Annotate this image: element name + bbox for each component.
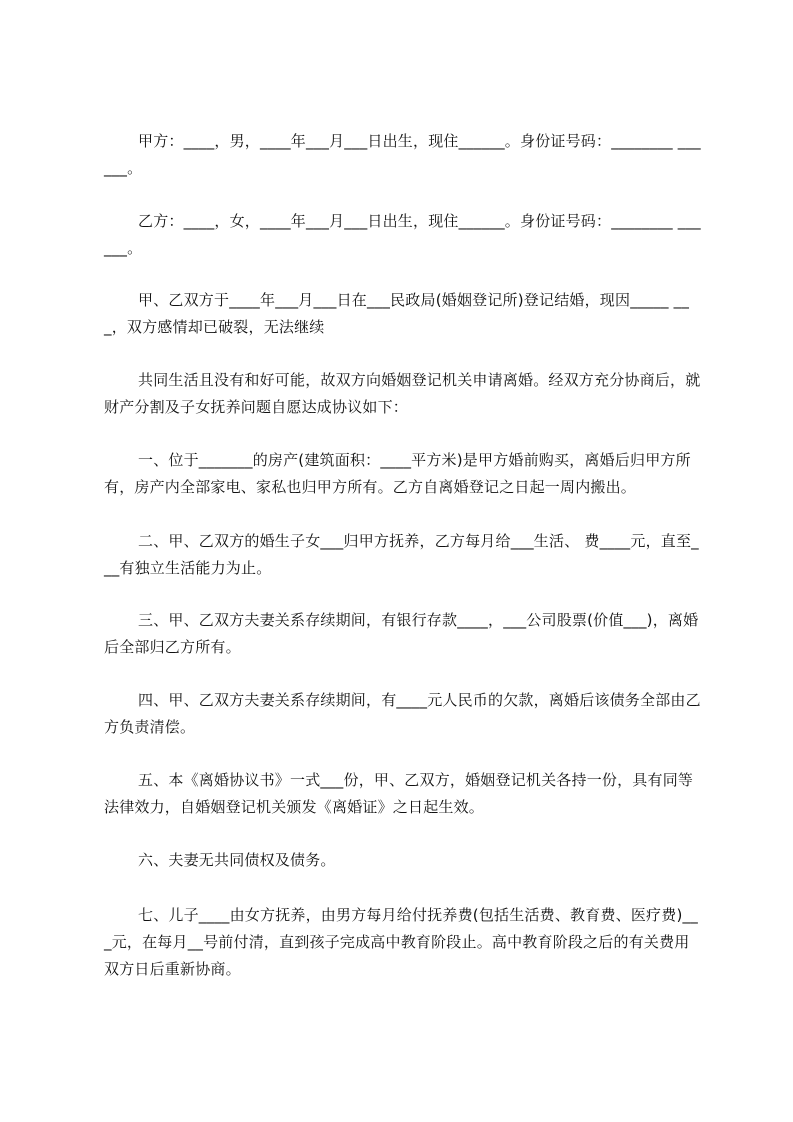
party-a-paragraph: 甲方：____，男，____年___月___日出生，现住______。身份证号码：________ ______。 <box>104 132 701 177</box>
clause-1-property: 一、位于_______的房产(建筑面积：____平方米)是甲方婚前购买，离婚后归甲方所有，房产内全部家电、家私也归甲方所有。乙方自离婚登记之日起一周内搬出。 <box>104 451 691 496</box>
clause-4-debts: 四、甲、乙双方夫妻关系存续期间，有____元人民币的欠款，离婚后该债务全部由乙方负责清偿。 <box>104 691 701 736</box>
clause-2-child-custody: 二、甲、乙双方的婚生子女___归甲方抚养，乙方每月给___生活、 费____元，直至___有独立生活能力为止。 <box>104 532 699 577</box>
clause-5-copies-validity: 五、本《离婚协议书》一式___份，甲、乙双方，婚姻登记机关各持一份，具有同等法律效力，自婚姻登记机关颁发《离婚证》之日起生效。 <box>104 771 694 816</box>
party-b-paragraph: 乙方：____，女，____年___月___日出生，现住______。身份证号码：________ ______。 <box>104 212 701 257</box>
marriage-registration-paragraph: 甲、乙双方于____年___月___日在___民政局(婚姻登记所)登记结婚，现因_____ ___，双方感情却已破裂，无法继续 <box>104 291 690 336</box>
agreement-intro-paragraph: 共同生活且没有和好可能，故双方向婚姻登记机关申请离婚。经双方充分协商后，就财产分割及子女抚养问题自愿达成协议如下： <box>104 371 701 416</box>
clause-6-no-joint-debts: 六、夫妻无共同债权及债务。 <box>138 851 336 869</box>
clause-3-savings-stocks: 三、甲、乙双方夫妻关系存续期间，有银行存款____，___公司股票(价值___)，离婚后全部归乙方所有。 <box>104 611 699 656</box>
clause-7-son-support: 七、儿子____由女方抚养，由男方每月给付抚养费(包括生活费、教育费、医疗费)___元，在每月__号前付清，直到孩子完成高中教育阶段止。高中教育阶段之后的有关费用双方日后重新协商。 <box>104 906 698 978</box>
